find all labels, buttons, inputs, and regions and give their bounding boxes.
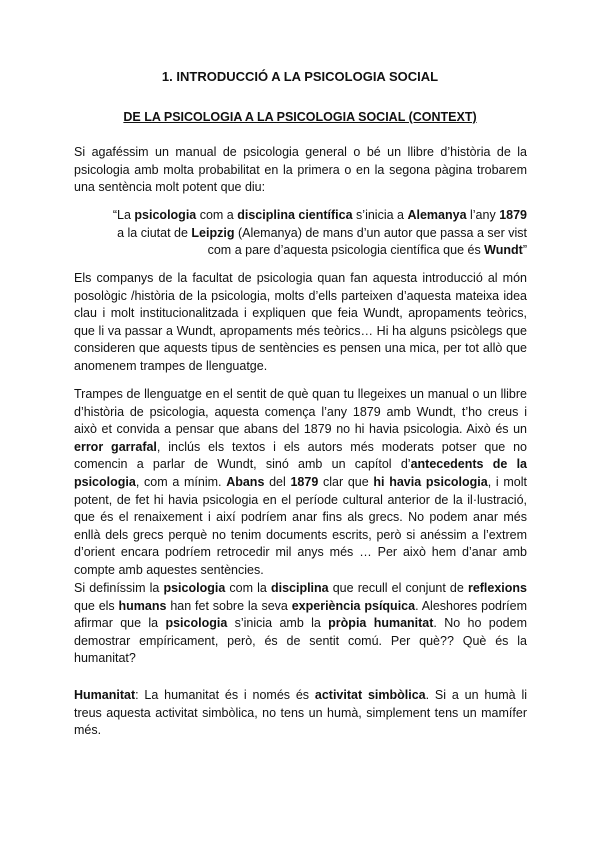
section-subtitle: DE LA PSICOLOGIA A LA PSICOLOGIA SOCIAL (CONTEXT) [123, 110, 477, 124]
paragraph-humanitat: Humanitat: La humanitat és i només és activitat simbòlica. Si a un humà li treus aquesta activitat simbòlica, no tens un humà, simplement tens un mamífer més. [74, 688, 528, 738]
quote-block: “La psicologia com a disciplina científica s’inicia a Alemanya l’any 1879 a la ciutat de Leipzig (Alemanya) de mans d’un autor que passa a ser vist com a pare d’aquesta psicologia científica que és Wundt” [112, 208, 527, 258]
paragraph-definicio: Si definíssim la psicologia com la disciplina que recull el conjunt de reflexions que els humans han fet sobre la seva experiència psíquica. Aleshores podríem afirmar que la psicologia s’inicia amb la pròpia humanitat. No ho podem demostrar empíricament, però, és de sentit comú. Per què?? Què és la humanitat? [74, 581, 528, 666]
section-title: 1. INTRODUCCIÓ A LA PSICOLOGIA SOCIAL [161, 69, 439, 84]
paragraph-companys: Els companys de la facultat de psicologia quan fan aquesta introducció al món posològic /història de la psicologia, molts d’ells parteixen d’aquesta mateixa idea clau i molt institucionalitzada i expliquen que feia Wundt, apropaments teòrics, que li va passar a Wundt, apropaments més teòrics… Hi ha alguns psicòlegs que consideren que aquests tipus de sentències es pensen una mica, per tot allò que anomenem trampes de llenguatge. [74, 271, 527, 373]
paragraph-intro: Si agaféssim un manual de psicologia general o bé un llibre d’història de la psicologia amb molta probabilitat en la primera o en la segona pàgina trobarem una sentència molt potent que diu: [74, 145, 527, 195]
paragraph-trampes: Trampes de llenguatge en el sentit de què quan tu llegeixes un manual o un llibre d’història de psicologia, aquesta comença l’any 1879 amb Wundt, t’ho creus i això et convida a pensar que abans del 1879 no hi havia psicologia. Això és un error garrafal, inclús els textos i els autors més moderats potser que no comencin a parlar de Wundt, sinó amb un capítol d’antecedents de la psicologia, com a mínim. Abans del 1879 clar que hi havia psicologia, i molt potent, de fet hi havia psicologia en el període cultural anterior de la il·lustració, que és el renaixement i així podríem anar fins als grecs. No podem anar més enllà dels grecs perquè no tenim documents escrits, però si anéssim a l’extrem d’orient encara podríem retrocedir mil anys més … Per això hem d’anar amb compte amb aquestes sentències. [74, 387, 527, 577]
